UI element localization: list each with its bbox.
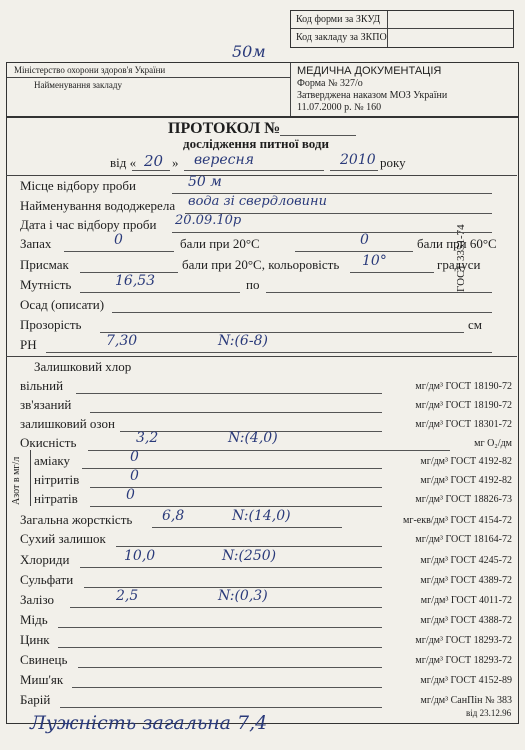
copper-label: Мідь (20, 612, 48, 627)
nitrite-unit: мг/дм³ ГОСТ 4192-82 (420, 475, 512, 486)
side-gost: ГОСТ 3351-74 (455, 224, 467, 292)
transparency-unit: см (468, 317, 482, 332)
protocol-title: ПРОТОКОЛ № (168, 120, 281, 137)
footer-date-note: від 23.12.96 (466, 708, 512, 718)
med-doc-title: МЕДИЧНА ДОКУМЕНТАЦІЯ (297, 65, 442, 77)
ph-value: 7,30 (106, 333, 138, 349)
oxid-unit: мг О₂/дм (474, 438, 512, 449)
smell-60-text: бали при 60°С (417, 236, 497, 251)
smell-label: Запах (20, 236, 52, 251)
arsenic-unit: мг/дм³ ГОСТ 4152-89 (420, 675, 512, 686)
barium-unit: мг/дм³ СанПін № 383 (420, 695, 512, 706)
ministry-name: Міністерство охорони здоров'я України (14, 65, 166, 75)
iron-label: Залізо (20, 592, 55, 607)
date-close-quote: » (172, 155, 179, 170)
source-label: Найменування вододжерела (20, 198, 176, 213)
free-chlorine-unit: мг/дм³ ГОСТ 18190-72 (415, 381, 512, 392)
sampling-place-label: Місце відбору проби (20, 178, 137, 193)
oxid-norm: N:(4,0) (228, 430, 278, 446)
arsenic-label: Миш'як (20, 672, 64, 687)
ozone-label: залишковий озон (20, 416, 115, 431)
nitrite-value: 0 (130, 468, 139, 484)
zinc-unit: мг/дм³ ГОСТ 18293-72 (415, 635, 512, 646)
date-year: 2010 (340, 152, 376, 168)
iron-norm: N:(0,3) (218, 588, 268, 604)
side-nitrogen: Азот в мг/л (11, 456, 22, 505)
sampling-place-value: 50 м (188, 174, 222, 190)
source-value: вода зі свердловини (188, 194, 327, 209)
top-handwriting: 50м (232, 42, 266, 61)
dry-residue-unit: мг/дм³ ГОСТ 18164-72 (415, 534, 512, 545)
datetime-label: Дата і час відбору проби (20, 217, 157, 232)
date-day: 20 (144, 152, 164, 170)
oxid-label: Окисність (20, 435, 77, 450)
chloride-norm: N:(250) (222, 548, 277, 564)
barium-label: Барій (20, 692, 51, 707)
smell-60-value: 0 (360, 232, 369, 248)
nitrite-label: нітритів (34, 472, 80, 487)
transparency-label: Прозорість (20, 317, 82, 332)
date-month: вересня (194, 152, 255, 168)
free-chlorine-label: вільний (20, 378, 64, 393)
form-number: Форма № 327/о (297, 78, 363, 89)
residual-chlorine-label: Залишковий хлор (34, 359, 132, 374)
form-code-box (290, 10, 514, 48)
nitrate-unit: мг/дм³ ГОСТ 18826-73 (415, 494, 512, 505)
hardness-unit: мг-екв/дм³ ГОСТ 4154-72 (403, 515, 512, 526)
smell-20-text: бали при 20°С (180, 236, 260, 251)
turbidity-po: по (246, 277, 260, 292)
color-unit: градуси (437, 257, 481, 272)
nitrate-label: нітратів (34, 491, 78, 506)
date-from: від « (110, 155, 137, 170)
approved-line: Затверджена наказом МОЗ України (297, 90, 448, 101)
chloride-label: Хлориди (20, 552, 70, 567)
lead-unit: мг/дм³ ГОСТ 18293-72 (415, 655, 512, 666)
turbidity-value: 16,53 (115, 273, 156, 289)
bound-chlorine-label: зв'язаний (20, 397, 72, 412)
ammonia-value: 0 (130, 449, 139, 465)
approved-date: 11.07.2000 р. № 160 (297, 102, 382, 113)
sulfate-label: Сульфати (20, 572, 74, 587)
chloride-value: 10,0 (124, 548, 156, 564)
ph-label: PH (20, 337, 37, 352)
turbidity-label: Мутність (20, 277, 72, 292)
bound-chlorine-unit: мг/дм³ ГОСТ 18190-72 (415, 400, 512, 411)
ozone-unit: мг/дм³ ГОСТ 18301-72 (415, 419, 512, 430)
institution-code-label: Код закладу за ЗКПО (296, 32, 387, 43)
hardness-label: Загальна жорсткість (20, 512, 133, 527)
hardness-norm: N:(14,0) (232, 508, 291, 524)
chloride-unit: мг/дм³ ГОСТ 4245-72 (420, 555, 512, 566)
iron-value: 2,5 (116, 588, 139, 604)
iron-unit: мг/дм³ ГОСТ 4011-72 (420, 595, 512, 606)
form-code-label: Код форми за ЗКУД (296, 14, 381, 25)
lead-label: Свинець (20, 652, 68, 667)
dry-residue-label: Сухий залишок (20, 531, 106, 546)
sulfate-unit: мг/дм³ ГОСТ 4389-72 (420, 575, 512, 586)
institution-label: Найменування закладу (34, 80, 122, 90)
copper-unit: мг/дм³ ГОСТ 4388-72 (420, 615, 512, 626)
ammonia-label: аміаку (34, 453, 71, 468)
sediment-label: Осад (описати) (20, 297, 105, 312)
color-value: 10° (362, 253, 387, 269)
zinc-label: Цинк (20, 632, 50, 647)
oxid-value: 3,2 (136, 430, 159, 446)
hardness-value: 6,8 (162, 508, 185, 524)
handwritten-alkalinity-note: Лужність загальна 7,4 (30, 712, 268, 734)
ammonia-unit: мг/дм³ ГОСТ 4192-82 (420, 456, 512, 467)
taste-label: Присмак (20, 257, 69, 272)
ph-norm: N:(6-8) (218, 333, 268, 349)
nitrate-value: 0 (126, 487, 135, 503)
datetime-value: 20.09.10р (175, 213, 242, 228)
date-year-suffix: року (380, 155, 406, 170)
smell-20-value: 0 (114, 232, 123, 248)
taste-text: бали при 20°С, кольоровість (182, 257, 340, 272)
protocol-subtitle: дослідження питної води (183, 136, 329, 151)
